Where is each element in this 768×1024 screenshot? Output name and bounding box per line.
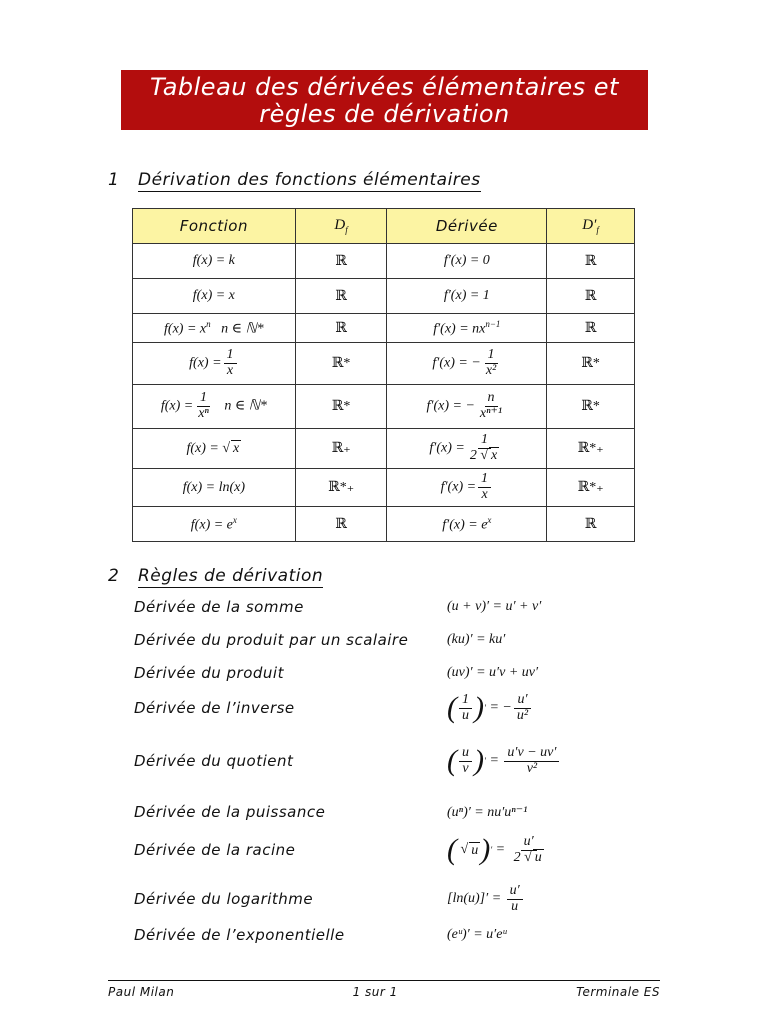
cell-derivative: f′(x) = − $\frac{1}{\text{x²}}$ <box>387 343 547 385</box>
cell-derivative-domain: ℝ*₊ <box>547 469 635 507</box>
rule-formula: (uv)′ = u′v + uv′ <box>447 665 539 680</box>
rule-exponential <box>134 926 654 944</box>
table-row <box>133 314 635 343</box>
cell-derivative: f′(x) = − $\frac{n}{\text{xⁿ⁺¹}}$ <box>387 385 547 429</box>
rule-label: Dérivée du logarithme <box>134 890 314 909</box>
cell-domain: ℝ <box>295 314 387 343</box>
section-title: Dérivation des fonctions élémentaires <box>138 170 481 190</box>
footer-author: Paul Milan <box>108 985 175 999</box>
rule-root <box>134 835 654 865</box>
table-row <box>133 429 635 469</box>
cell-derivative: $f'(x) = nx^{n-1}$ <box>387 314 547 343</box>
cell-derivative-domain: ℝ* <box>547 385 635 429</box>
rule-formula: (eᵘ)′ = u′eᵘ <box>447 927 507 942</box>
cell-domain: ℝ* <box>295 343 387 385</box>
cell-derivative: f′(x) = $\frac{1}{x}$ <box>387 469 547 507</box>
cell-function: f(x) = $\frac{1}{\text{xⁿ}}$ n ∈ ℕ* <box>133 385 296 429</box>
cell-function: f(x) = k <box>133 244 296 279</box>
title-line-2: règles de dérivation <box>259 100 510 128</box>
cell-derivative-domain: ℝ <box>547 507 635 542</box>
section-number: 1 <box>108 170 120 190</box>
cell-derivative-domain: ℝ*₊ <box>547 429 635 469</box>
cell-derivative: f′(x) = $\frac{1}{2 √ x}$ <box>387 429 547 469</box>
cell-derivative-domain: ℝ <box>547 244 635 279</box>
cell-derivative-domain: ℝ* <box>547 343 635 385</box>
rule-formula: ( √ u ) ′ = $\frac{u'}{2 √ u}$ <box>447 833 542 867</box>
table-row <box>133 343 635 385</box>
header-df: $D_f$ <box>295 209 387 244</box>
cell-function: f(x) = √ x <box>133 429 296 469</box>
cell-function: f(x) = ln(x) <box>133 469 296 507</box>
rule-formula: (u + v)′ = u′ + v′ <box>447 599 542 614</box>
rule-label: Dérivée du produit par un scalaire <box>134 631 409 649</box>
header-dfp: $D'_f$ <box>547 209 635 244</box>
cell-domain: ℝ₊ <box>295 429 387 469</box>
cell-domain: ℝ <box>295 279 387 314</box>
rule-power <box>134 803 654 821</box>
rule-label: Dérivée de l’exponentielle <box>134 926 345 944</box>
table-row <box>133 385 635 429</box>
rule-formula: (uⁿ)′ = nu′uⁿ⁻¹ <box>447 804 528 820</box>
header-derivee: Dérivée <box>387 209 547 244</box>
table-row <box>133 507 635 542</box>
header-fonction: Fonction <box>133 209 296 244</box>
cell-function: $f(x) = e^x$ <box>133 507 296 542</box>
cell-derivative-domain: ℝ <box>547 279 635 314</box>
rule-sum <box>134 598 654 616</box>
section-title: Règles de dérivation <box>138 566 324 586</box>
document-title <box>121 70 648 130</box>
rule-formula: [ln(u)]′ = $\frac{u'}{u}$ <box>447 884 525 914</box>
cell-function: f(x) = x <box>133 279 296 314</box>
cell-function: $f(x) = x^n$ n ∈ ℕ* <box>133 314 296 343</box>
section-number: 2 <box>108 566 120 586</box>
table-row <box>133 469 635 507</box>
cell-derivative: $f'(x) = e^x$ <box>387 507 547 542</box>
rule-quotient <box>134 746 654 776</box>
derivatives-table <box>132 208 635 542</box>
rule-label: Dérivée du produit <box>134 664 284 682</box>
rule-inverse <box>134 693 654 723</box>
table-row <box>133 279 635 314</box>
rule-formula: ( $\frac{1}{u}$ ) ′ = − $\frac{u'}{\text{u²}}$ <box>447 693 533 723</box>
rule-product <box>134 664 654 682</box>
rule-logarithm <box>134 884 654 914</box>
rule-label: Dérivée du quotient <box>134 752 294 771</box>
section-2-heading <box>108 566 323 586</box>
rule-formula: (ku)′ = ku′ <box>447 632 506 647</box>
cell-derivative: f′(x) = 0 <box>387 244 547 279</box>
cell-derivative: f′(x) = 1 <box>387 279 547 314</box>
rule-label: Dérivée de la puissance <box>134 803 326 821</box>
table-header-row <box>133 209 635 244</box>
cell-domain: ℝ <box>295 507 387 542</box>
rule-formula: ( $\frac{u}{v}$ ) ′ = $\frac{u'v - uv'}{\text{v²}}$ <box>447 746 561 776</box>
cell-derivative-domain: ℝ <box>547 314 635 343</box>
section-1-heading <box>108 170 481 190</box>
rule-label: Dérivée de la racine <box>134 841 296 860</box>
cell-domain: ℝ*₊ <box>295 469 387 507</box>
table-row <box>133 244 635 279</box>
page-footer <box>108 980 660 999</box>
cell-domain: ℝ <box>295 244 387 279</box>
rule-label: Dérivée de la somme <box>134 598 304 616</box>
rule-label: Dérivée de l’inverse <box>134 699 295 718</box>
cell-domain: ℝ* <box>295 385 387 429</box>
footer-page: 1 sur 1 <box>352 985 398 999</box>
cell-function: f(x) = $\frac{1}{x}$ <box>133 343 296 385</box>
title-line-1: Tableau des dérivées élémentaires et <box>150 73 619 101</box>
footer-class: Terminale ES <box>576 985 660 999</box>
rule-scalar-product <box>134 631 654 649</box>
